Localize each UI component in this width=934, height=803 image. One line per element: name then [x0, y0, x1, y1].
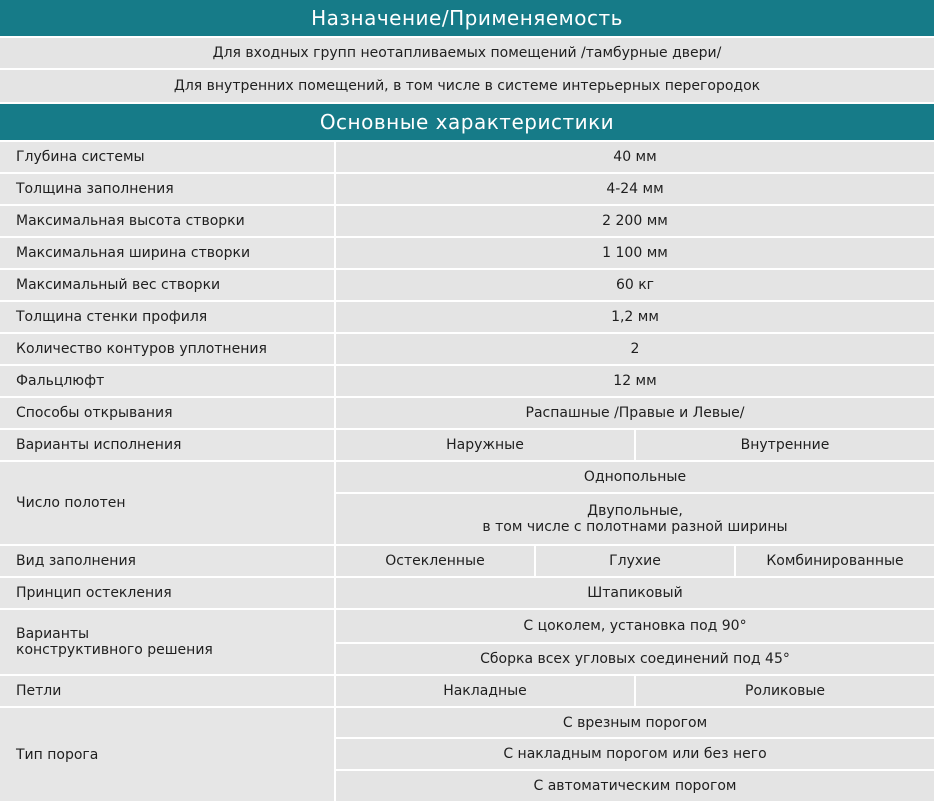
row-label-hinges: Петли [0, 676, 334, 708]
row-label-max-width: Максимальная ширина створки [0, 238, 334, 270]
row-value-threshold-mortise: С врезным порогом [334, 708, 934, 739]
purpose-header [0, 0, 934, 38]
row-value-fill-thickness: 4-24 мм [334, 174, 934, 206]
panels-double-line-2: в том числе с полотнами разной ширины [482, 519, 788, 535]
purpose-text-2: Для внутренних помещений, в том числе в системе интерьерных перегородок [173, 78, 761, 94]
specs-header [0, 104, 934, 142]
row-label-falzluft: Фальцлюфт [0, 366, 334, 398]
row-value-max-width: 1 100 мм [334, 238, 934, 270]
row-label-panels: Число полотен [0, 462, 334, 546]
purpose-row-1 [0, 38, 934, 70]
row-label-execution: Варианты исполнения [0, 430, 334, 462]
row-label-glazing: Принцип остекления [0, 578, 334, 610]
row-value-wall-thickness: 1,2 мм [334, 302, 934, 334]
row-value-threshold-automatic: С автоматическим порогом [334, 771, 934, 803]
row-label-fill-type: Вид заполнения [0, 546, 334, 578]
purpose-text-1: Для входных групп неотапливаемых помещений /тамбурные двери/ [212, 45, 722, 61]
row-label-depth: Глубина системы [0, 142, 334, 174]
purpose-title: Назначение/Применяемость [311, 6, 623, 30]
construction-label-line-2: конструктивного решения [16, 642, 213, 658]
row-value-fill-combined: Комбинированные [734, 546, 934, 578]
row-value-depth: 40 мм [334, 142, 934, 174]
row-value-fill-glazed: Остекленные [334, 546, 534, 578]
row-label-max-weight: Максимальный вес створки [0, 270, 334, 302]
row-value-glazing: Штапиковый [334, 578, 934, 610]
construction-label-line-1: Варианты [16, 626, 90, 642]
purpose-row-2 [0, 70, 934, 104]
row-value-falzluft: 12 мм [334, 366, 934, 398]
row-value-execution-outer: Наружные [334, 430, 634, 462]
row-value-hinges-roller: Роликовые [634, 676, 934, 708]
row-value-opening: Распашные /Правые и Левые/ [334, 398, 934, 430]
panels-double-line-1: Двупольные, [587, 503, 683, 519]
row-value-construction-plinth: С цоколем, установка под 90° [334, 610, 934, 644]
row-value-seal-contours: 2 [334, 334, 934, 366]
row-value-panels-single: Однопольные [334, 462, 934, 494]
specs-title: Основные характеристики [319, 110, 615, 134]
row-value-hinges-overlay: Накладные [334, 676, 634, 708]
row-label-seal-contours: Количество контуров уплотнения [0, 334, 334, 366]
row-value-max-weight: 60 кг [334, 270, 934, 302]
row-label-opening: Способы открывания [0, 398, 334, 430]
row-value-panels-double [334, 494, 934, 546]
row-label-wall-thickness: Толщина стенки профиля [0, 302, 334, 334]
row-label-construction [0, 610, 334, 676]
row-value-construction-assembly: Сборка всех угловых соединений под 45° [334, 644, 934, 676]
row-label-threshold: Тип порога [0, 708, 334, 803]
row-value-fill-solid: Глухие [534, 546, 734, 578]
row-label-fill-thickness: Толщина заполнения [0, 174, 334, 206]
row-value-threshold-overlay: С накладным порогом или без него [334, 739, 934, 771]
row-label-max-height: Максимальная высота створки [0, 206, 334, 238]
row-value-max-height: 2 200 мм [334, 206, 934, 238]
row-value-execution-inner: Внутренние [634, 430, 934, 462]
